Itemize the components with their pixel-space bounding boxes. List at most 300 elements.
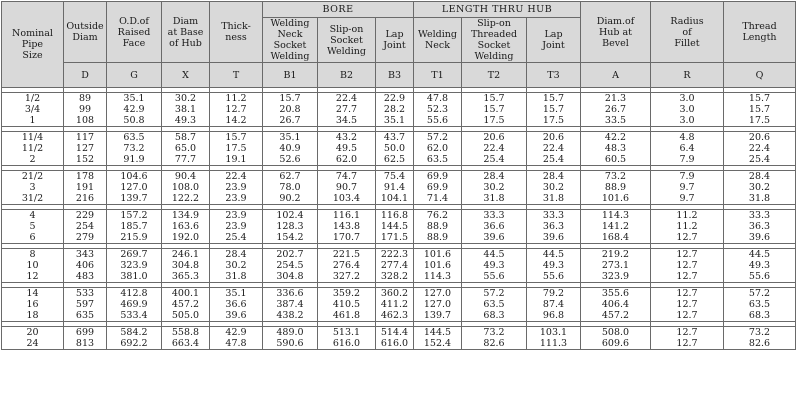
value-cell-B2 (318, 288, 376, 322)
cell-value: 75.4 (383, 171, 406, 182)
table-row (2, 249, 796, 283)
symbol-B2: B2 (318, 63, 376, 88)
cell-value: 336.6 (276, 288, 304, 299)
cell-value: 99 (78, 104, 92, 115)
cell-value: 813 (75, 338, 95, 349)
cell-value: 22.4 (335, 93, 358, 104)
symbol-X: X (162, 63, 210, 88)
cell-value: 20.6 (483, 132, 505, 143)
cell-value: 101.6 (601, 193, 630, 204)
cell-value: 327.2 (332, 271, 361, 282)
cell-value: 139.7 (120, 193, 148, 204)
cell-value: 304.8 (171, 260, 200, 271)
cell-value: 49.3 (174, 115, 197, 126)
cell-value: 14.2 (225, 115, 247, 126)
size-cell (2, 327, 64, 350)
cell-value: 31/2 (21, 193, 44, 204)
cell-value: 20.6 (542, 132, 565, 143)
value-cell-D (64, 171, 107, 205)
cell-value: 215.9 (120, 232, 148, 243)
cell-value: 44.5 (542, 249, 565, 260)
cell-value: 191 (75, 182, 95, 193)
header-nominal-pipe-size: Nominal Pipe Size (2, 2, 64, 88)
cell-value: 73.2 (483, 327, 505, 338)
cell-value: 22.4 (225, 171, 247, 182)
value-cell-Q (724, 171, 796, 205)
value-cell-X (162, 249, 210, 283)
cell-value: 21/2 (21, 171, 44, 182)
cell-value: 3.0 (679, 93, 695, 104)
cell-value: 114.3 (601, 210, 630, 221)
cell-value: 144.5 (423, 327, 452, 338)
cell-value: 28.4 (542, 171, 565, 182)
cell-value: 635 (75, 310, 95, 321)
cell-value: 323.9 (601, 271, 630, 282)
cell-value: 23.9 (225, 210, 247, 221)
value-cell-D (64, 210, 107, 244)
value-cell-R (651, 171, 724, 205)
cell-value: 122.2 (171, 193, 200, 204)
cell-value: 114.3 (423, 271, 452, 282)
cell-value: 28.2 (383, 104, 406, 115)
cell-value: 4.8 (679, 132, 695, 143)
cell-value: 104.6 (120, 171, 148, 182)
value-cell-B1 (263, 249, 318, 283)
cell-value: 365.3 (171, 271, 200, 282)
cell-value: 55.6 (483, 271, 505, 282)
table-body (2, 88, 796, 350)
table-row (2, 288, 796, 322)
cell-value: 17.5 (225, 143, 247, 154)
cell-value: 22.4 (483, 143, 505, 154)
cell-value: 513.1 (332, 327, 361, 338)
cell-value: 101.6 (423, 260, 452, 271)
cell-value: 3/4 (24, 104, 41, 115)
cell-value: 36.6 (483, 221, 505, 232)
cell-value: 12.7 (676, 310, 698, 321)
cell-value: 21.3 (604, 93, 627, 104)
cell-value: 11/4 (21, 132, 44, 143)
cell-value: 692.2 (120, 338, 148, 349)
value-cell-T1 (414, 171, 462, 205)
value-cell-B3 (376, 93, 414, 127)
cell-value: 49.3 (483, 260, 505, 271)
cell-value: 141.2 (601, 221, 630, 232)
value-cell-X (162, 93, 210, 127)
value-cell-Q (724, 249, 796, 283)
cell-value: 30.2 (483, 182, 505, 193)
cell-value: 25.4 (225, 232, 247, 243)
table-row (2, 327, 796, 350)
cell-value: 134.9 (171, 210, 200, 221)
cell-value: 8 (29, 249, 36, 260)
cell-value: 79.2 (542, 288, 565, 299)
value-cell-T3 (527, 210, 581, 244)
cell-value: 219.2 (601, 249, 630, 260)
value-cell-B2 (318, 171, 376, 205)
header-bore-slip-on: Slip-on Socket Welding (318, 18, 376, 63)
value-cell-D (64, 93, 107, 127)
cell-value: 91.9 (123, 154, 145, 165)
cell-value: 30.2 (542, 182, 565, 193)
cell-value: 30.2 (225, 260, 247, 271)
cell-value: 48.3 (604, 143, 627, 154)
value-cell-G (107, 171, 162, 205)
cell-value: 96.8 (542, 310, 565, 321)
symbol-G: G (107, 63, 162, 88)
cell-value: 34.5 (335, 115, 358, 126)
value-cell-G (107, 249, 162, 283)
cell-value: 254.5 (276, 260, 304, 271)
value-cell-R (651, 327, 724, 350)
cell-value: 17.5 (483, 115, 505, 126)
cell-value: 7.9 (679, 171, 695, 182)
value-cell-B2 (318, 210, 376, 244)
cell-value: 22.4 (542, 143, 565, 154)
cell-value: 168.4 (601, 232, 630, 243)
cell-value: 31.8 (483, 193, 505, 204)
cell-value: 31.8 (542, 193, 565, 204)
value-cell-T (210, 171, 263, 205)
cell-value: 71.4 (426, 193, 449, 204)
cell-value: 412.8 (120, 288, 148, 299)
cell-value: 103.1 (539, 327, 568, 338)
cell-value: 63.5 (426, 154, 449, 165)
header-bore-welding-neck: Welding Neck Socket Welding (263, 18, 318, 63)
value-cell-T3 (527, 249, 581, 283)
cell-value: 38.1 (174, 104, 197, 115)
cell-value: 69.9 (426, 182, 449, 193)
cell-value: 42.9 (225, 327, 247, 338)
cell-value: 584.2 (120, 327, 148, 338)
cell-value: 111.3 (539, 338, 568, 349)
header-len-slip-on: Slip-on Threaded Socket Welding (462, 18, 527, 63)
cell-value: 40.9 (279, 143, 301, 154)
value-cell-A (581, 327, 651, 350)
value-cell-Q (724, 210, 796, 244)
cell-value: 57.2 (426, 132, 449, 143)
cell-value: 33.3 (748, 210, 771, 221)
symbol-T2: T2 (462, 63, 527, 88)
cell-value: 55.6 (748, 271, 771, 282)
cell-value: 12.7 (676, 260, 698, 271)
value-cell-B3 (376, 171, 414, 205)
cell-value: 438.2 (276, 310, 304, 321)
cell-value: 73.2 (123, 143, 145, 154)
value-cell-T (210, 249, 263, 283)
cell-value: 82.6 (483, 338, 505, 349)
cell-value: 82.6 (748, 338, 771, 349)
cell-value: 15.7 (542, 104, 565, 115)
cell-value: 3.0 (679, 104, 695, 115)
value-cell-B1 (263, 210, 318, 244)
cell-value: 55.6 (426, 115, 449, 126)
cell-value: 90.4 (174, 171, 197, 182)
symbol-Q: Q (724, 63, 796, 88)
cell-value: 90.7 (335, 182, 358, 193)
cell-value: 6.4 (679, 143, 695, 154)
symbol-R: R (651, 63, 724, 88)
cell-value: 411.2 (380, 299, 409, 310)
cell-value: 127.0 (423, 299, 452, 310)
value-cell-T2 (462, 171, 527, 205)
cell-value: 74.7 (335, 171, 358, 182)
cell-value: 77.7 (174, 154, 197, 165)
cell-value: 39.6 (542, 232, 565, 243)
cell-value: 22.9 (383, 93, 406, 104)
cell-value: 461.8 (332, 310, 361, 321)
value-cell-B2 (318, 327, 376, 350)
header-len-lap-joint: Lap Joint (527, 18, 581, 63)
cell-value: 12.7 (676, 327, 698, 338)
cell-value: 49.3 (748, 260, 771, 271)
cell-value: 43.2 (335, 132, 358, 143)
table-row (2, 210, 796, 244)
value-cell-G (107, 132, 162, 166)
value-cell-G (107, 210, 162, 244)
cell-value: 127.0 (423, 288, 452, 299)
header-diam-hub-bevel: Diam.of Hub at Bevel (581, 2, 651, 63)
cell-value: 73.2 (748, 327, 771, 338)
value-cell-G (107, 327, 162, 350)
cell-value: 69.9 (426, 171, 449, 182)
value-cell-T (210, 132, 263, 166)
value-cell-T1 (414, 249, 462, 283)
value-cell-B3 (376, 132, 414, 166)
cell-value: 359.2 (332, 288, 361, 299)
size-cell (2, 210, 64, 244)
cell-value: 462.3 (380, 310, 409, 321)
value-cell-B2 (318, 132, 376, 166)
value-cell-Q (724, 132, 796, 166)
cell-value: 49.3 (542, 260, 565, 271)
value-cell-T (210, 210, 263, 244)
cell-value: 33.3 (483, 210, 505, 221)
value-cell-T1 (414, 93, 462, 127)
cell-value: 36.6 (225, 299, 247, 310)
cell-value: 143.8 (332, 221, 361, 232)
cell-value: 108 (75, 115, 95, 126)
cell-value: 30.2 (748, 182, 771, 193)
cell-value: 33.5 (604, 115, 627, 126)
table-row (2, 171, 796, 205)
cell-value: 12 (26, 271, 39, 282)
value-cell-R (651, 210, 724, 244)
cell-value: 117 (75, 132, 95, 143)
cell-value: 12.7 (676, 249, 698, 260)
header-bore: BORE (263, 2, 414, 18)
cell-value: 108.0 (171, 182, 200, 193)
value-cell-X (162, 171, 210, 205)
cell-value: 127.0 (120, 182, 148, 193)
cell-value: 25.4 (483, 154, 505, 165)
table-row (2, 93, 796, 127)
cell-value: 47.8 (426, 93, 449, 104)
cell-value: 14 (26, 288, 39, 299)
value-cell-A (581, 132, 651, 166)
cell-value: 9.7 (679, 182, 695, 193)
cell-value: 221.5 (332, 249, 361, 260)
cell-value: 12.7 (676, 338, 698, 349)
value-cell-T2 (462, 132, 527, 166)
cell-value: 52.6 (279, 154, 301, 165)
cell-value: 57.2 (483, 288, 505, 299)
cell-value: 91.4 (383, 182, 406, 193)
value-cell-B3 (376, 327, 414, 350)
cell-value: 489.0 (276, 327, 304, 338)
value-cell-Q (724, 93, 796, 127)
cell-value: 2 (29, 154, 36, 165)
cell-value: 457.2 (601, 310, 630, 321)
cell-value: 28.4 (748, 171, 771, 182)
cell-value: 3.0 (679, 115, 695, 126)
cell-value: 76.2 (426, 210, 449, 221)
value-cell-T3 (527, 93, 581, 127)
cell-value: 304.8 (276, 271, 304, 282)
value-cell-T2 (462, 327, 527, 350)
cell-value: 20 (26, 327, 39, 338)
cell-value: 457.2 (171, 299, 200, 310)
cell-value: 6 (29, 232, 36, 243)
cell-value: 39.6 (225, 310, 247, 321)
header-radius-fillet: Radius of Fillet (651, 2, 724, 63)
value-cell-Q (724, 288, 796, 322)
cell-value: 35.1 (123, 93, 145, 104)
value-cell-T3 (527, 132, 581, 166)
cell-value: 616.0 (380, 338, 409, 349)
cell-value: 185.7 (120, 221, 148, 232)
cell-value: 15.7 (279, 93, 301, 104)
cell-value: 102.4 (276, 210, 304, 221)
header-diam-base-hub: Diam at Base of Hub (162, 2, 210, 63)
cell-value: 63.5 (483, 299, 505, 310)
value-cell-R (651, 249, 724, 283)
cell-value: 88.9 (426, 221, 449, 232)
cell-value: 12.7 (225, 104, 247, 115)
value-cell-B3 (376, 249, 414, 283)
cell-value: 87.4 (542, 299, 565, 310)
header-thickness: Thick- ness (210, 2, 263, 63)
cell-value: 104.1 (380, 193, 409, 204)
cell-value: 269.7 (120, 249, 148, 260)
cell-value: 39.6 (483, 232, 505, 243)
cell-value: 33.3 (542, 210, 565, 221)
cell-value: 35.1 (225, 288, 247, 299)
cell-value: 68.3 (483, 310, 505, 321)
size-cell (2, 288, 64, 322)
cell-value: 9.7 (679, 193, 695, 204)
cell-value: 39.6 (748, 232, 771, 243)
cell-value: 508.0 (601, 327, 630, 338)
value-cell-G (107, 288, 162, 322)
value-cell-D (64, 249, 107, 283)
size-cell (2, 93, 64, 127)
cell-value: 68.3 (748, 310, 771, 321)
cell-value: 26.7 (604, 104, 627, 115)
cell-value: 157.2 (120, 210, 148, 221)
value-cell-A (581, 171, 651, 205)
cell-value: 42.2 (604, 132, 627, 143)
cell-value: 11.2 (676, 221, 698, 232)
cell-value: 62.7 (279, 171, 301, 182)
value-cell-D (64, 288, 107, 322)
cell-value: 116.8 (380, 210, 409, 221)
cell-value: 116.1 (332, 210, 361, 221)
cell-value: 12.7 (676, 232, 698, 243)
cell-value: 590.6 (276, 338, 304, 349)
cell-value: 63.5 (748, 299, 771, 310)
cell-value: 15.7 (483, 93, 505, 104)
value-cell-T (210, 93, 263, 127)
cell-value: 360.2 (380, 288, 409, 299)
cell-value: 533 (75, 288, 95, 299)
value-cell-G (107, 93, 162, 127)
value-cell-T2 (462, 93, 527, 127)
cell-value: 163.6 (171, 221, 200, 232)
cell-value: 57.2 (748, 288, 771, 299)
cell-value: 20.6 (748, 132, 771, 143)
cell-value: 62.0 (335, 154, 358, 165)
cell-value: 15.7 (748, 104, 771, 115)
cell-value: 7.9 (679, 154, 695, 165)
cell-value: 35.1 (383, 115, 406, 126)
cell-value: 36.3 (748, 221, 771, 232)
cell-value: 12.7 (676, 288, 698, 299)
header-od-raised-face: O.D.of Raised Face (107, 2, 162, 63)
cell-value: 381.0 (120, 271, 148, 282)
value-cell-X (162, 327, 210, 350)
cell-value: 355.6 (601, 288, 630, 299)
value-cell-T3 (527, 171, 581, 205)
cell-value: 62.0 (426, 143, 449, 154)
cell-value: 24 (26, 338, 39, 349)
value-cell-T (210, 327, 263, 350)
cell-value: 170.7 (332, 232, 361, 243)
cell-value: 42.9 (123, 104, 145, 115)
value-cell-T2 (462, 210, 527, 244)
cell-value: 17.5 (748, 115, 771, 126)
symbol-A: A (581, 63, 651, 88)
cell-value: 4 (29, 210, 36, 221)
cell-value: 60.5 (604, 154, 627, 165)
value-cell-B2 (318, 249, 376, 283)
value-cell-X (162, 288, 210, 322)
symbol-D: D (64, 63, 107, 88)
cell-value: 36.3 (542, 221, 565, 232)
cell-value: 387.4 (276, 299, 304, 310)
value-cell-R (651, 93, 724, 127)
symbol-T1: T1 (414, 63, 462, 88)
value-cell-T1 (414, 132, 462, 166)
value-cell-R (651, 288, 724, 322)
cell-value: 3 (29, 182, 36, 193)
cell-value: 44.5 (483, 249, 505, 260)
cell-value: 78.0 (279, 182, 301, 193)
value-cell-T1 (414, 288, 462, 322)
cell-value: 609.6 (601, 338, 630, 349)
cell-value: 55.6 (542, 271, 565, 282)
cell-value: 410.5 (332, 299, 361, 310)
cell-value: 171.5 (380, 232, 409, 243)
value-cell-B1 (263, 93, 318, 127)
value-cell-X (162, 132, 210, 166)
value-cell-B2 (318, 93, 376, 127)
cell-value: 12.7 (676, 271, 698, 282)
value-cell-B1 (263, 132, 318, 166)
cell-value: 11/2 (21, 143, 44, 154)
cell-value: 469.9 (120, 299, 148, 310)
cell-value: 192.0 (171, 232, 200, 243)
